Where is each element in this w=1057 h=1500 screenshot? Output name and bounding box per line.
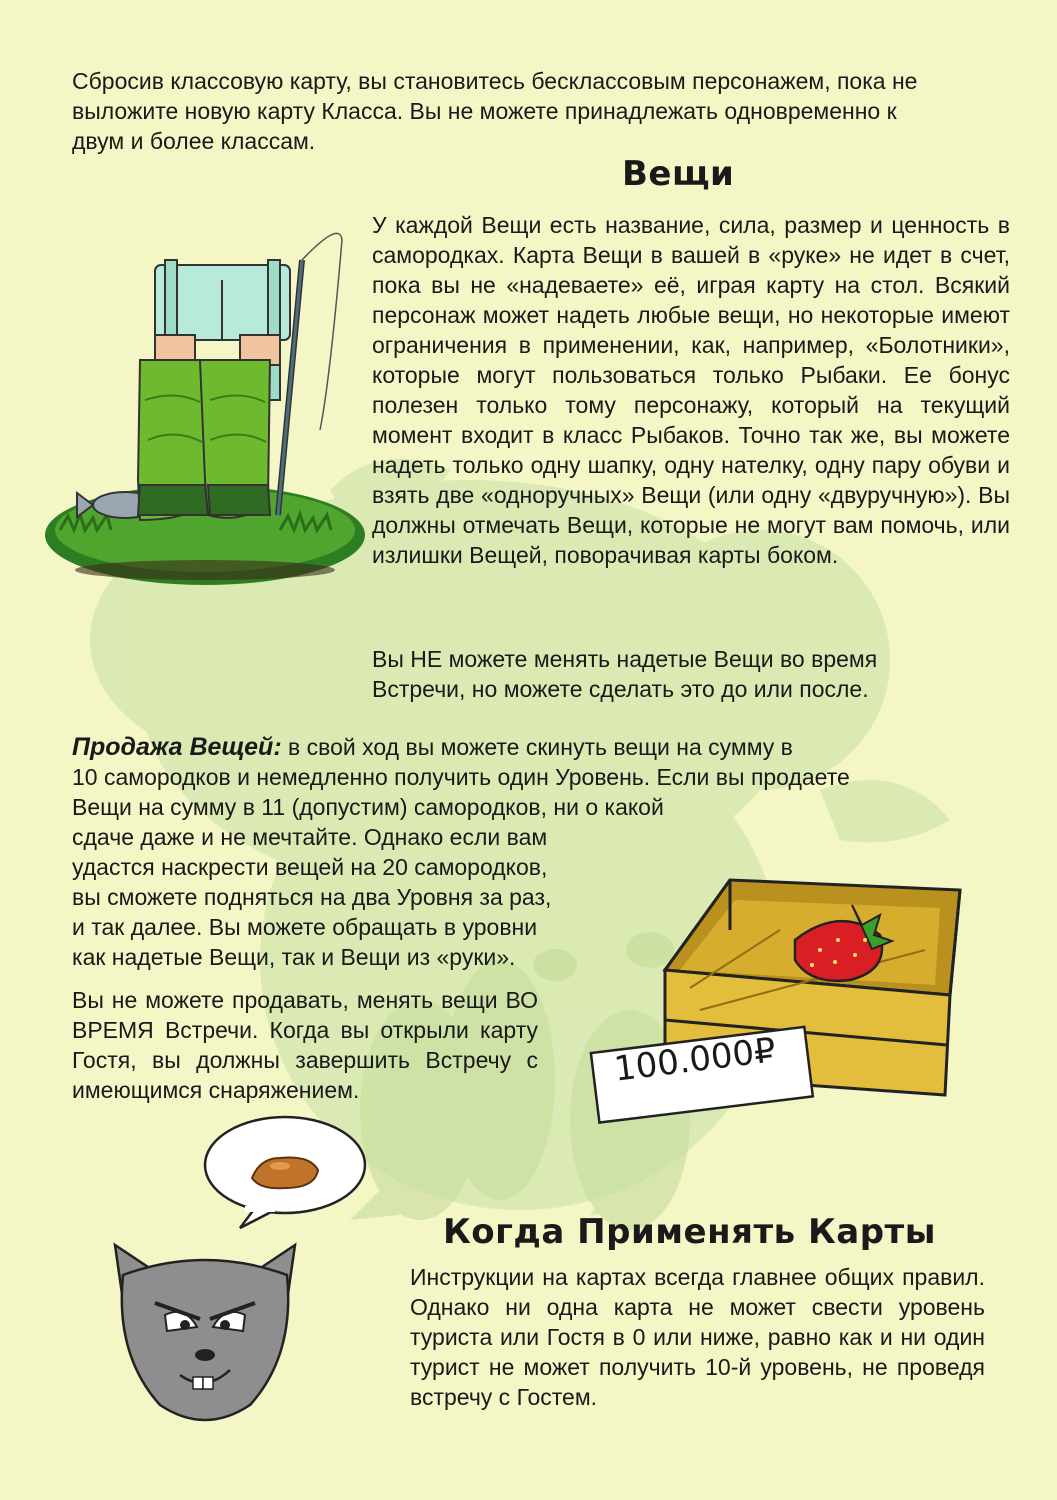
speech-bubble xyxy=(200,1110,370,1230)
selling-line-1 xyxy=(72,732,972,762)
selling-line-4: сдаче даже и не мечтайте. Однако если вам xyxy=(72,824,548,850)
selling-line-6: вы сможете подняться на два Уровня за раз, xyxy=(72,884,552,910)
squirrel-illustration xyxy=(105,1235,305,1435)
selling-line-5: удастся наскрести вещей на 20 самородков, xyxy=(72,854,548,880)
price-tag-label: 100.000₽ xyxy=(612,1030,778,1090)
selling-line-8: как надетые Вещи, так и Вещи из «руки». xyxy=(72,944,516,970)
selling-encounter-note: Вы не можете продавать, менять вещи ВО ВРЕМЯ Встречи. Когда вы открыли карту Гостя, вы должны завершить Встречу с имеющимся снаряжением. xyxy=(72,987,538,1103)
items-paragraph: У каждой Вещи есть название, сила, размер и ценность в самородках. Карта Вещи в вашей в «руке» не идет в счет, пока вы не «надеваете» её, играя карту на стол. Всякий персонаж может надеть любые вещи, но некоторые имеют ограничения в применении, как, например, «Болотники», которые могут пользоваться только Рыбаки. Ее бонус полезен только тому персонажу, который на текущий момент входит в класс Рыбаков. Точно так же, вы можете надеть только одну шапку, одну нателку, одну пару обуви и взять две «одноручных» Вещи (или одну «двуручную»). Вы должны отмечать Вещи, которые не могут вам помочь, или излишки Вещей, поворачивая карты боком. xyxy=(372,212,1010,568)
when-paragraph: Инструкции на картах всегда главнее общих правил. Однако ни одна карта не может свести уровень туриста или Гостя в 0 или ниже, равно как и ни один турист не может получить 10-й уровень, не проведя встречу с Гостем. xyxy=(410,1264,985,1410)
items-encounter-note: Вы НЕ можете менять надетые Вещи во время Встречи, но можете сделать это до или после. xyxy=(372,646,878,702)
selling-line-7: и так далее. Вы можете обращать в уровни xyxy=(72,914,538,940)
selling-line-3: Вещи на сумму в 11 (допустим) самородков, ни о какой xyxy=(72,794,664,820)
intro-paragraph: Сбросив классовую карту, вы становитесь бесклассовым персонажем, пока не выложите новую карту Класса. Вы не можете принадлежать одновременно к двум и более классам. xyxy=(72,68,918,154)
selling-lead: Продажа Вещей: xyxy=(72,733,282,761)
selling-line-1-text: в свой ход вы можете скинуть вещи на сумму в xyxy=(281,734,793,760)
crate-illustration xyxy=(580,860,980,1130)
items-heading: Вещи xyxy=(622,154,735,194)
waders-illustration xyxy=(40,230,370,590)
selling-line-2: 10 самородков и немедленно получить один Уровень. Если вы продаете xyxy=(72,764,850,790)
when-heading: Когда Применять Карты xyxy=(443,1212,937,1252)
